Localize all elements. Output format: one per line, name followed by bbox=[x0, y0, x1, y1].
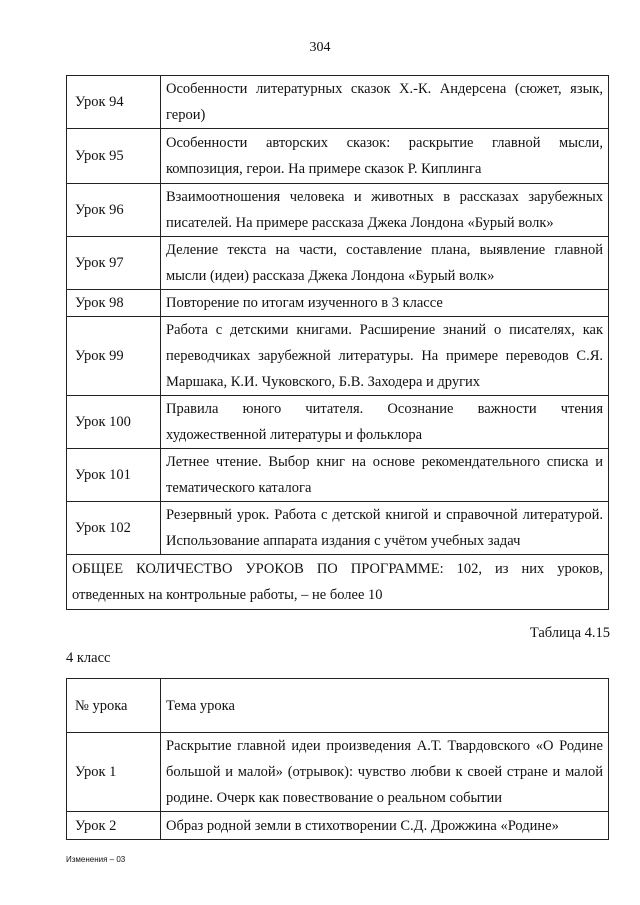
table-row bbox=[67, 184, 609, 237]
lessons-table-grade-4 bbox=[66, 678, 609, 840]
lesson-topic: Резервный урок. Работа с детской книгой и справочной литературой. Использование аппарата издания с учётом учебных задач bbox=[161, 502, 609, 555]
lesson-topic: Образ родной земли в стихотворении С.Д. Дрожжина «Родине» bbox=[161, 812, 609, 840]
header-lesson-topic: Тема урока bbox=[161, 679, 609, 733]
lesson-topic: Взаимоотношения человека и животных в рассказах зарубежных писателей. На примере рассказа Джека Лондона «Бурый волк» bbox=[161, 184, 609, 237]
table-row bbox=[67, 733, 609, 812]
lesson-number: Урок 98 bbox=[67, 290, 161, 317]
lesson-topic: Особенности авторских сказок: раскрытие главной мысли, композиция, герои. На примере сказок Р. Киплинга bbox=[161, 129, 609, 184]
lesson-topic: Раскрытие главной идеи произведения А.Т. Твардовского «О Родине большой и малой» (отрывок): чувство любви к своей стране и малой родине. Очерк как повествование о реальном событии bbox=[161, 733, 609, 812]
total-row bbox=[67, 555, 609, 610]
table-caption: Таблица 4.15 bbox=[529, 625, 610, 641]
table-row bbox=[67, 129, 609, 184]
grade-label: 4 класс bbox=[66, 650, 111, 666]
lesson-number: Урок 102 bbox=[67, 502, 161, 555]
lesson-topic: Работа с детскими книгами. Расширение знаний о писателях, как переводчиках зарубежной литературы. На примере переводов С.Я. Маршака, К.И. Чуковского, Б.В. Заходера и других bbox=[161, 317, 609, 396]
lesson-topic: Особенности литературных сказок Х.-К. Андерсена (сюжет, язык, герои) bbox=[161, 76, 609, 129]
lesson-number: Урок 1 bbox=[67, 733, 161, 812]
lesson-number: Урок 97 bbox=[67, 237, 161, 290]
table-row bbox=[67, 502, 609, 555]
lesson-number: Урок 96 bbox=[67, 184, 161, 237]
lesson-number: Урок 99 bbox=[67, 317, 161, 396]
lesson-number: Урок 95 bbox=[67, 129, 161, 184]
page-number: 304 bbox=[309, 40, 331, 55]
lesson-number: Урок 2 bbox=[67, 812, 161, 840]
lesson-topic: Летнее чтение. Выбор книг на основе рекомендательного списка и тематического каталога bbox=[161, 449, 609, 502]
table-row bbox=[67, 449, 609, 502]
lesson-topic: Повторение по итогам изученного в 3 классе bbox=[161, 290, 609, 317]
table-row bbox=[67, 290, 609, 317]
table-row bbox=[67, 812, 609, 840]
lessons-table-grade-3 bbox=[66, 75, 609, 610]
lesson-topic: Правила юного читателя. Осознание важности чтения художественной литературы и фольклора bbox=[161, 396, 609, 449]
header-lesson-number: № урока bbox=[67, 679, 161, 733]
lesson-topic: Деление текста на части, составление плана, выявление главной мысли (идеи) рассказа Джека Лондона «Бурый волк» bbox=[161, 237, 609, 290]
table-row bbox=[67, 237, 609, 290]
table-header-row bbox=[67, 679, 609, 733]
footer-note: Изменения – 03 bbox=[66, 855, 126, 864]
table-row bbox=[67, 76, 609, 129]
lesson-number: Урок 94 bbox=[67, 76, 161, 129]
table-row bbox=[67, 317, 609, 396]
lesson-number: Урок 101 bbox=[67, 449, 161, 502]
total-lessons-note: ОБЩЕЕ КОЛИЧЕСТВО УРОКОВ ПО ПРОГРАММЕ: 102, из них уроков, отведенных на контрольные работы, – не более 10 bbox=[67, 555, 609, 610]
table-row bbox=[67, 396, 609, 449]
lesson-number: Урок 100 bbox=[67, 396, 161, 449]
